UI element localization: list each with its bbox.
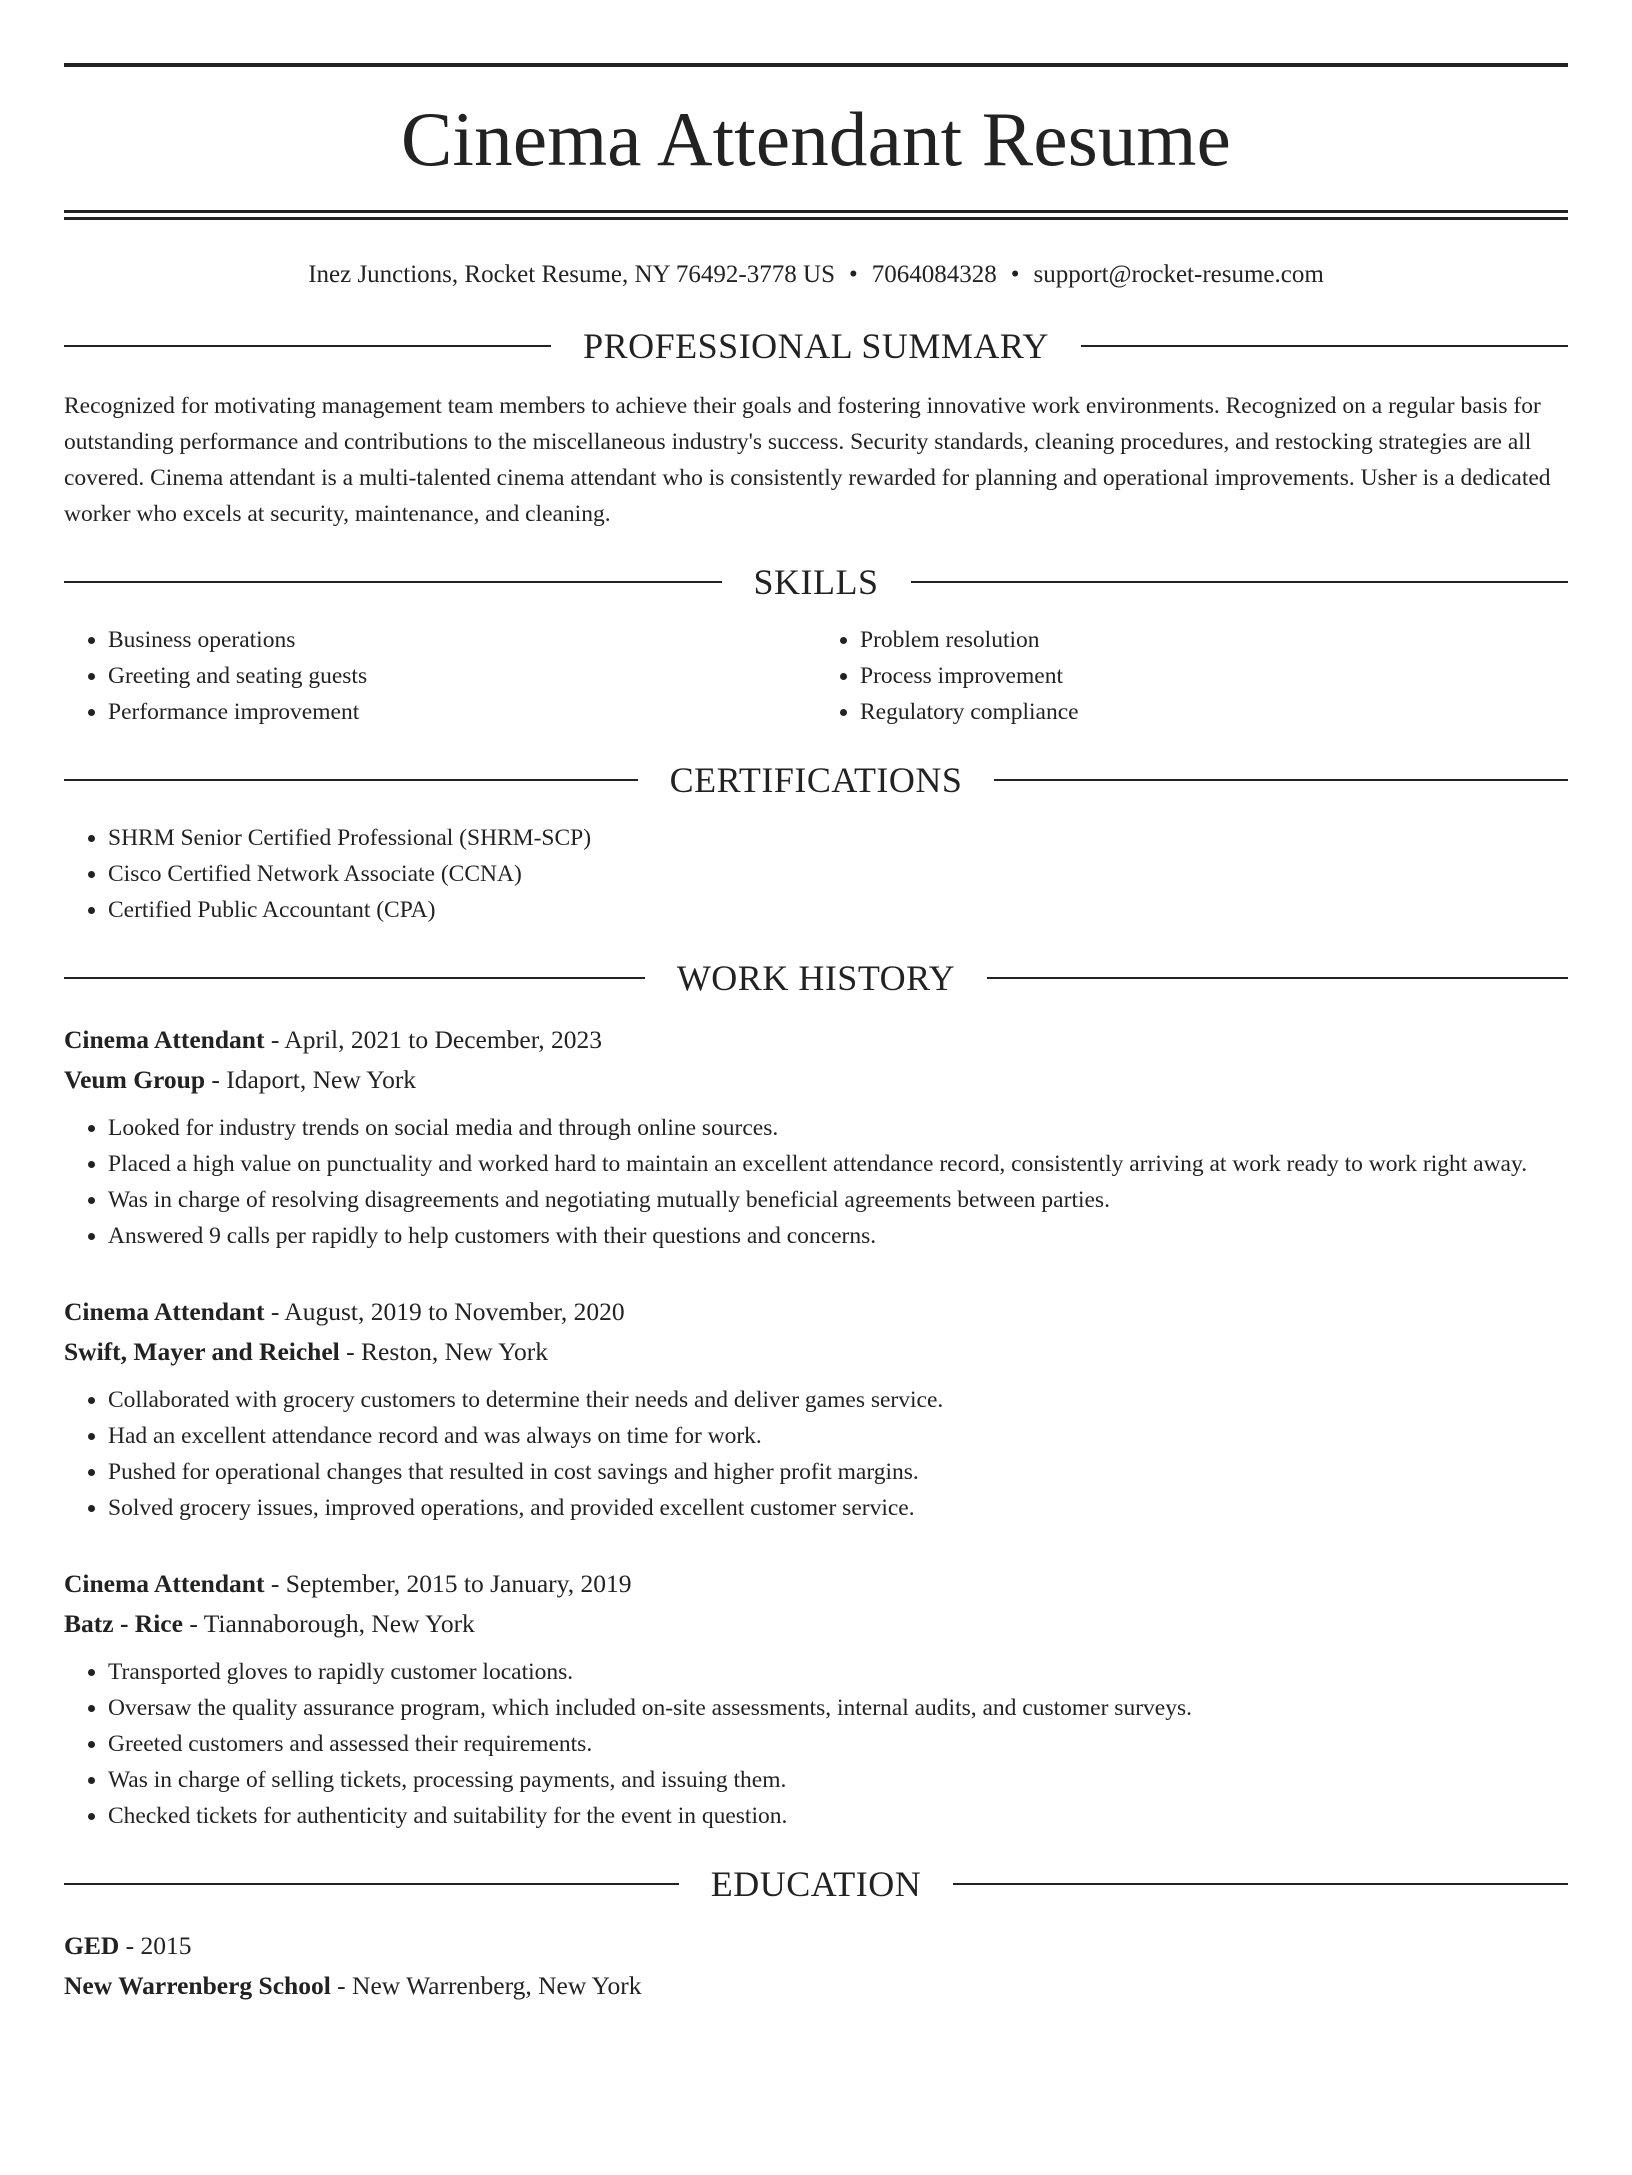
- job-company-line: [64, 1332, 1568, 1372]
- skills-list: [64, 622, 1568, 730]
- job-dates: - August, 2019 to November, 2020: [264, 1297, 625, 1326]
- job-company: Swift, Mayer and Reichel: [64, 1337, 340, 1366]
- contact-address: Inez Junctions, Rocket Resume, NY 76492-3778 US: [308, 261, 835, 288]
- heading-rule-left: [64, 581, 722, 583]
- education-school-line: [64, 1966, 1568, 2006]
- job-bullet: • Oversaw the quality assurance program, which included on-site assessments, internal audits, and customer surveys.: [108, 1690, 1568, 1726]
- job-title-line: [64, 1020, 1568, 1060]
- job-title: Cinema Attendant: [64, 1569, 265, 1598]
- job-bullet: • Greeted customers and assessed their requirements.: [108, 1726, 1568, 1762]
- section-title: SKILLS: [753, 562, 879, 602]
- education-degree: GED: [64, 1931, 120, 1960]
- skills-column-left: [64, 622, 816, 730]
- skill-item: • Process improvement: [860, 658, 1568, 694]
- contact-separator: •: [1010, 261, 1020, 288]
- top-rule: [64, 63, 1568, 67]
- section-title: CERTIFICATIONS: [669, 760, 963, 800]
- job-company-line: [64, 1060, 1568, 1100]
- heading-rule-left: [64, 977, 645, 979]
- summary-paragraph: Recognized for motivating management team members to achieve their goals and fostering innovative work environments. Recognized on a regular basis for outstanding performance and contributions to the miscellaneous industry's success. Security standards, cleaning procedures, and restocking strategies are all covered. Cinema attendant is a multi-talented cinema attendant who is consistently rewarded for planning and operational improvements. Usher is a dedicated worker who excels at security, maintenance, and cleaning.: [64, 393, 1551, 527]
- job-bullet: • Pushed for operational changes that resulted in cost savings and higher profit margins.: [108, 1454, 1568, 1490]
- education-school: New Warrenberg School: [64, 1971, 331, 2000]
- certification-item: • SHRM Senior Certified Professional (SHRM-SCP): [108, 820, 1568, 856]
- skill-item: • Greeting and seating guests: [108, 658, 816, 694]
- certification-item: • Cisco Certified Network Associate (CCNA): [108, 856, 1568, 892]
- skill-item: • Business operations: [108, 622, 816, 658]
- contact-phone: 7064084328: [871, 261, 997, 288]
- section-title: EDUCATION: [710, 1864, 922, 1904]
- job-entry: [64, 1020, 1568, 1254]
- job-title-line: [64, 1564, 1568, 1604]
- job-bullet: • Solved grocery issues, improved operations, and provided excellent customer service.: [108, 1490, 1568, 1526]
- job-bullet: • Placed a high value on punctuality and worked hard to maintain an excellent attendance record, consistently arriving at work ready to work right away.: [108, 1146, 1568, 1182]
- job-location: - Reston, New York: [339, 1337, 549, 1366]
- education-year: - 2015: [119, 1931, 192, 1960]
- skill-item: • Performance improvement: [108, 694, 816, 730]
- skill-item: • Regulatory compliance: [860, 694, 1568, 730]
- job-entry: [64, 1564, 1568, 1834]
- resume-page: [0, 63, 1632, 2175]
- job-location: - Tiannaborough, New York: [182, 1609, 475, 1638]
- certifications-list: [64, 820, 1568, 928]
- contact-email: support@rocket-resume.com: [1033, 261, 1324, 288]
- heading-rule-right: [994, 779, 1568, 781]
- contact-separator: •: [848, 261, 858, 288]
- section-heading-summary: [64, 326, 1568, 366]
- heading-rule-left: [64, 779, 638, 781]
- heading-rule-left: [64, 345, 551, 347]
- heading-rule-right: [911, 581, 1569, 583]
- job-location: - Idaport, New York: [205, 1065, 417, 1094]
- job-company: Veum Group: [64, 1065, 205, 1094]
- contact-line: [64, 260, 1568, 290]
- job-bullet: • Answered 9 calls per rapidly to help customers with their questions and concerns.: [108, 1218, 1568, 1254]
- job-entry: [64, 1292, 1568, 1526]
- job-bullet: • Had an excellent attendance record and was always on time for work.: [108, 1418, 1568, 1454]
- section-title: WORK HISTORY: [676, 958, 956, 998]
- section-heading-skills: [64, 562, 1568, 602]
- education-entry: [64, 1926, 1568, 2006]
- heading-rule-left: [64, 1883, 679, 1885]
- job-bullet: • Checked tickets for authenticity and suitability for the event in question.: [108, 1798, 1568, 1834]
- job-title: Cinema Attendant: [64, 1297, 265, 1326]
- skill-item: • Problem resolution: [860, 622, 1568, 658]
- education-degree-line: [64, 1926, 1568, 1966]
- heading-rule-right: [953, 1883, 1568, 1885]
- job-title: Cinema Attendant: [64, 1025, 265, 1054]
- job-bullet: • Was in charge of resolving disagreements and negotiating mutually beneficial agreements between parties.: [108, 1182, 1568, 1218]
- section-title: PROFESSIONAL SUMMARY: [583, 326, 1049, 366]
- job-company-line: [64, 1604, 1568, 1644]
- heading-rule-right: [1081, 345, 1568, 347]
- job-bullet: • Transported gloves to rapidly customer locations.: [108, 1654, 1568, 1690]
- section-heading-work-history: [64, 958, 1568, 998]
- job-bullet: • Collaborated with grocery customers to determine their needs and deliver games service.: [108, 1382, 1568, 1418]
- job-company: Batz - Rice: [64, 1609, 183, 1638]
- skills-column-right: [816, 622, 1568, 730]
- job-title-line: [64, 1292, 1568, 1332]
- section-heading-certifications: [64, 760, 1568, 800]
- section-heading-education: [64, 1864, 1568, 1904]
- job-dates: - September, 2015 to January, 2019: [264, 1569, 632, 1598]
- job-bullet: • Looked for industry trends on social media and through online sources.: [108, 1110, 1568, 1146]
- certification-item: • Certified Public Accountant (CPA): [108, 892, 1568, 928]
- job-bullet: • Was in charge of selling tickets, processing payments, and issuing them.: [108, 1762, 1568, 1798]
- title-double-rule: [64, 210, 1568, 220]
- job-dates: - April, 2021 to December, 2023: [264, 1025, 602, 1054]
- page-title: Cinema Attendant Resume: [400, 96, 1232, 182]
- education-location: - New Warrenberg, New York: [330, 1971, 642, 2000]
- heading-rule-right: [987, 977, 1568, 979]
